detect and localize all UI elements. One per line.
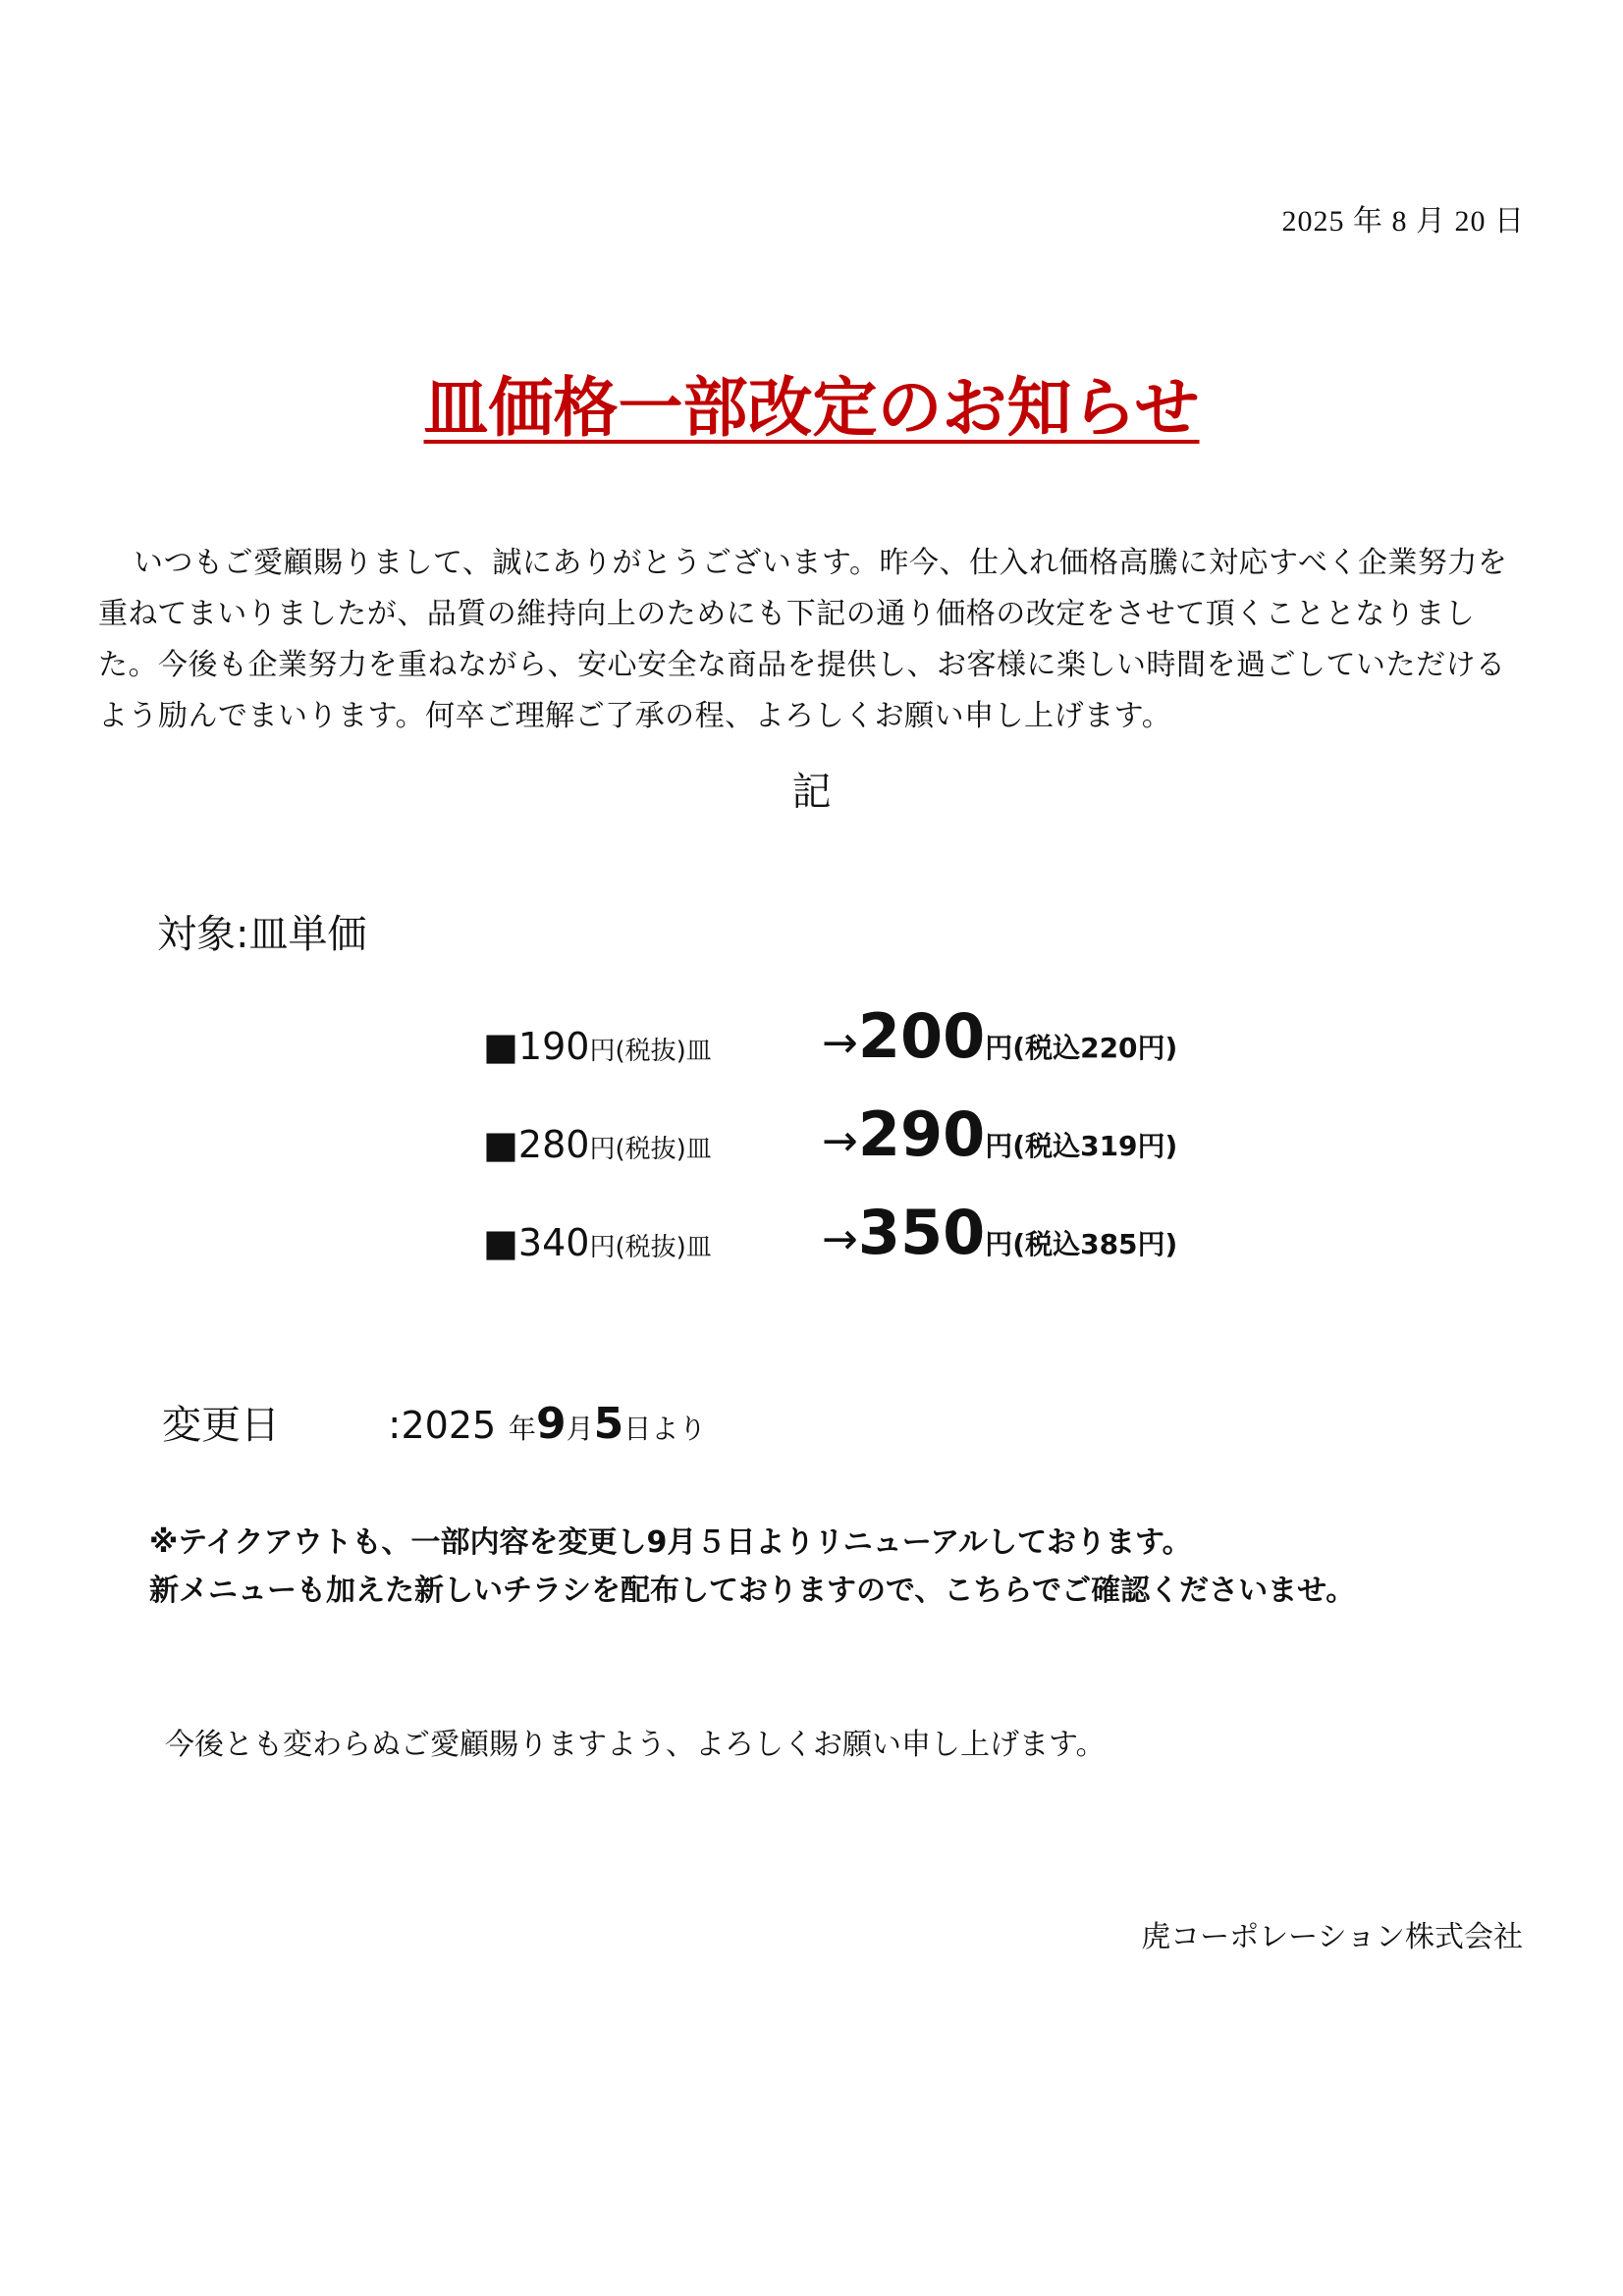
change-date-month-unit: 月 <box>566 1413 594 1445</box>
new-price <box>822 1098 1177 1170</box>
change-date-colon: : <box>388 1403 402 1448</box>
old-price-suffix: 円(税抜)皿 <box>589 1135 712 1164</box>
target-label: 対象:皿単価 <box>157 912 367 957</box>
closing-text: 今後とも変わらぬご愛顧賜りますよう、よろしくお願い申し上げます。 <box>165 1728 1106 1762</box>
intro-paragraph: いつもご愛顧賜りまして、誠にありがとうございます。昨今、仕入れ価格高騰に対応すべく企業努力を重ねてまいりましたが、品質の維持向上のためにも下記の通り価格の改定をさせて頂くこととなりました。今後も企業努力を重ねながら、安心安全な商品を提供し、お客様に楽しい時間を過ごしていただけるよう励んでまいります。何卒ご理解ご了承の程、よろしくお願い申し上げます。 <box>98 546 1508 733</box>
bullet-square: ■ <box>483 1221 518 1264</box>
change-date-day-unit: 日より <box>623 1413 707 1445</box>
bullet-square: ■ <box>483 1123 518 1166</box>
change-date-year-unit: 年 <box>508 1413 536 1445</box>
change-date-line <box>162 1394 706 1450</box>
change-date-month: 9 <box>535 1399 567 1449</box>
new-price <box>822 1197 1177 1268</box>
old-price <box>483 1123 712 1166</box>
new-price-suffix: 円(税込385円) <box>985 1228 1178 1260</box>
new-price <box>822 1000 1177 1072</box>
arrow-icon: → <box>822 1214 858 1264</box>
change-date-value <box>388 1399 707 1449</box>
arrow-icon: → <box>822 1116 858 1166</box>
change-date-year: 2025 <box>401 1404 497 1447</box>
document-title <box>0 355 1623 449</box>
bullet-square: ■ <box>483 1025 518 1068</box>
old-price-value: 340 <box>517 1221 590 1264</box>
arrow-icon: → <box>822 1018 858 1068</box>
old-price-suffix: 円(税抜)皿 <box>589 1233 712 1262</box>
change-date-day: 5 <box>593 1399 624 1449</box>
new-price-suffix: 円(税込220円) <box>985 1032 1178 1064</box>
takeout-notice: ※テイクアウトも、一部内容を変更し9月５日よりリニューアルしております。 <box>149 1525 1192 1560</box>
company-name: 虎コーポレーション株式会社 <box>1141 1920 1523 1954</box>
new-price-value: 290 <box>857 1098 986 1170</box>
new-price-suffix: 円(税込319円) <box>985 1130 1178 1162</box>
document-title-text: 皿価格一部改定のお知らせ <box>423 370 1200 446</box>
new-menu-notice: 新メニューも加えた新しいチラシを配布しておりますので、こちらでご確認くださいませ。 <box>149 1574 1356 1608</box>
new-price-value: 200 <box>857 1000 986 1072</box>
ki-heading: 記 <box>791 770 832 815</box>
old-price-value: 190 <box>517 1025 590 1068</box>
old-price-suffix: 円(税抜)皿 <box>589 1037 712 1066</box>
old-price <box>483 1025 712 1068</box>
new-price-value: 350 <box>857 1197 986 1268</box>
change-date-label: 変更日 <box>162 1403 280 1448</box>
document-date: 2025 年 8 月 20 日 <box>1281 205 1525 238</box>
old-price-value: 280 <box>517 1123 590 1166</box>
old-price <box>483 1221 712 1264</box>
